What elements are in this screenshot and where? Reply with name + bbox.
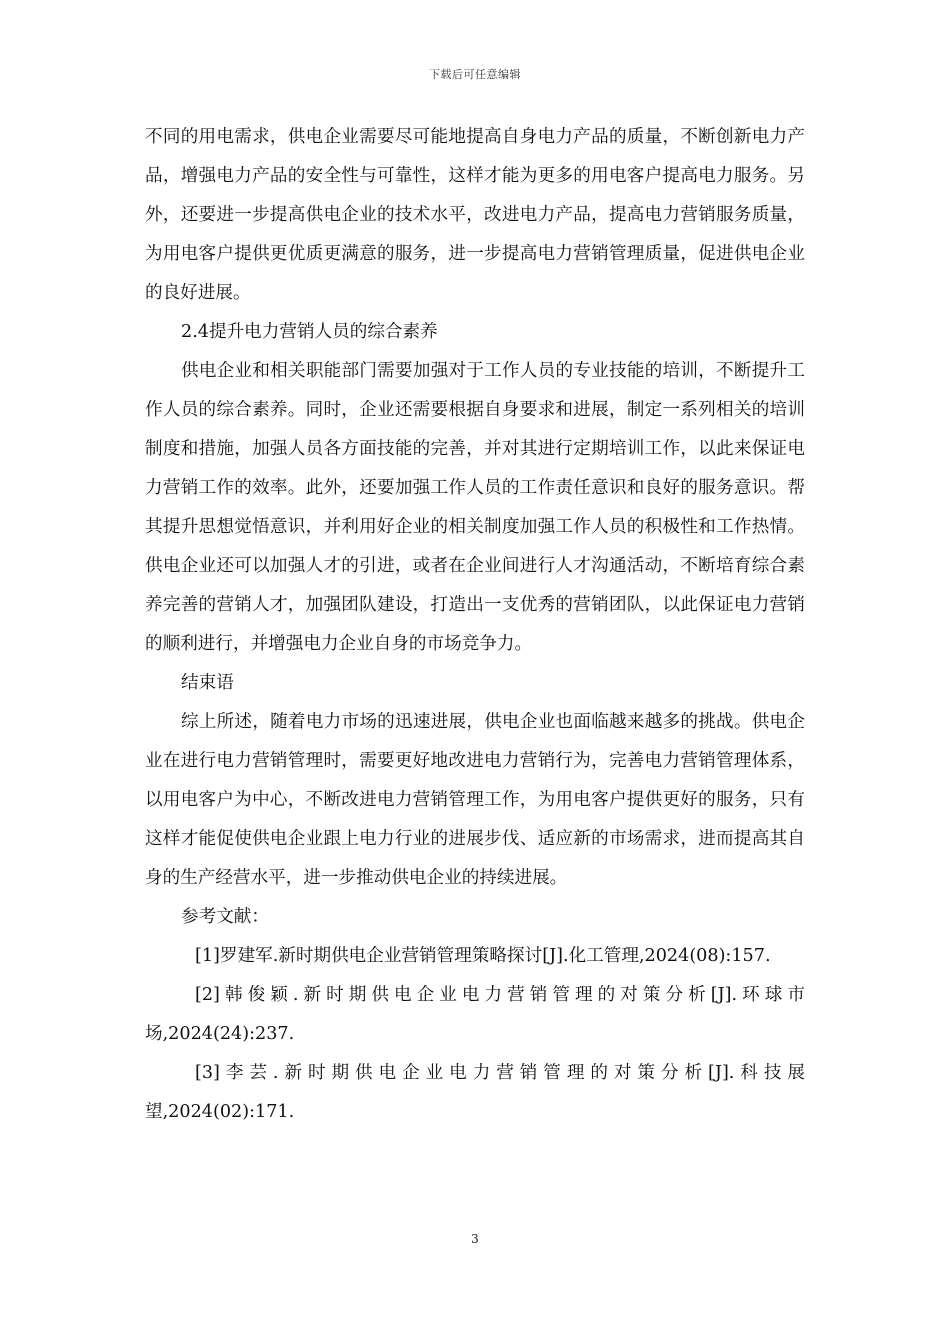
reference-1: [1]罗建军.新时期供电企业营销管理策略探讨[J].化工管理,2024(08):157.: [195, 946, 771, 966]
conclusion-heading: 结束语: [181, 673, 234, 693]
references-heading: 参考文献：: [181, 907, 269, 927]
paragraph-2: 供电企业和相关职能部门需要加强对于工作人员的专业技能的培训，不断提升工作人员的综合素养。同时，企业还需要根据自身要求和进展，制定一系列相关的培训制度和措施，加强人员各方面技能的完善，并对其进行定期培训工作，以此来保证电力营销工作的效率。此外，还要加强工作人员的工作责任意识和良好的服务意识。帮其提升思想觉悟意识，并利用好企业的相关制度加强工作人员的积极性和工作热情。供电企业还可以加强人才的引进，或者在企业间进行人才沟通活动，不断培育综合素养完善的营销人才，加强团队建设，打造出一支优秀的营销团队，以此保证电力营销的顺利进行，并增强电力企业自身的市场竞争力。: [145, 361, 805, 654]
page-number: 3: [471, 1232, 479, 1246]
document-body: [145, 118, 805, 1132]
paragraph-1: 不同的用电需求，供电企业需要尽可能地提高自身电力产品的质量，不断创新电力产品，增强电力产品的安全性与可靠性，这样才能为更多的用电客户提高电力服务。另外，还要进一步提高供电企业的技术水平，改进电力产品，提高电力营销服务质量，为用电客户提供更优质更满意的服务，进一步提高电力营销管理质量，促进供电企业的良好进展。: [145, 127, 805, 303]
paragraph-3: 综上所述，随着电力市场的迅速进展，供电企业也面临越来越多的挑战。供电企业在进行电力营销管理时，需要更好地改进电力营销行为，完善电力营销管理体系，以用电客户为中心，不断改进电力营销管理工作，为用电客户提供更好的服务，只有这样才能促使供电企业跟上电力行业的进展步伐、适应新的市场需求，进而提高其自身的生产经营水平，进一步推动供电企业的持续进展。: [145, 712, 805, 888]
reference-2: [2]韩俊颖.新时期供电企业电力营销管理的对策分析[J].环球市场,2024(24):237.: [145, 985, 805, 1044]
page-header: 下载后可任意编辑: [429, 68, 521, 81]
section-heading-2-4: 2.4提升电力营销人员的综合素养: [181, 322, 438, 342]
reference-3: [3]李芸.新时期供电企业电力营销管理的对策分析[J].科技展望,2024(02):171.: [145, 1063, 805, 1122]
